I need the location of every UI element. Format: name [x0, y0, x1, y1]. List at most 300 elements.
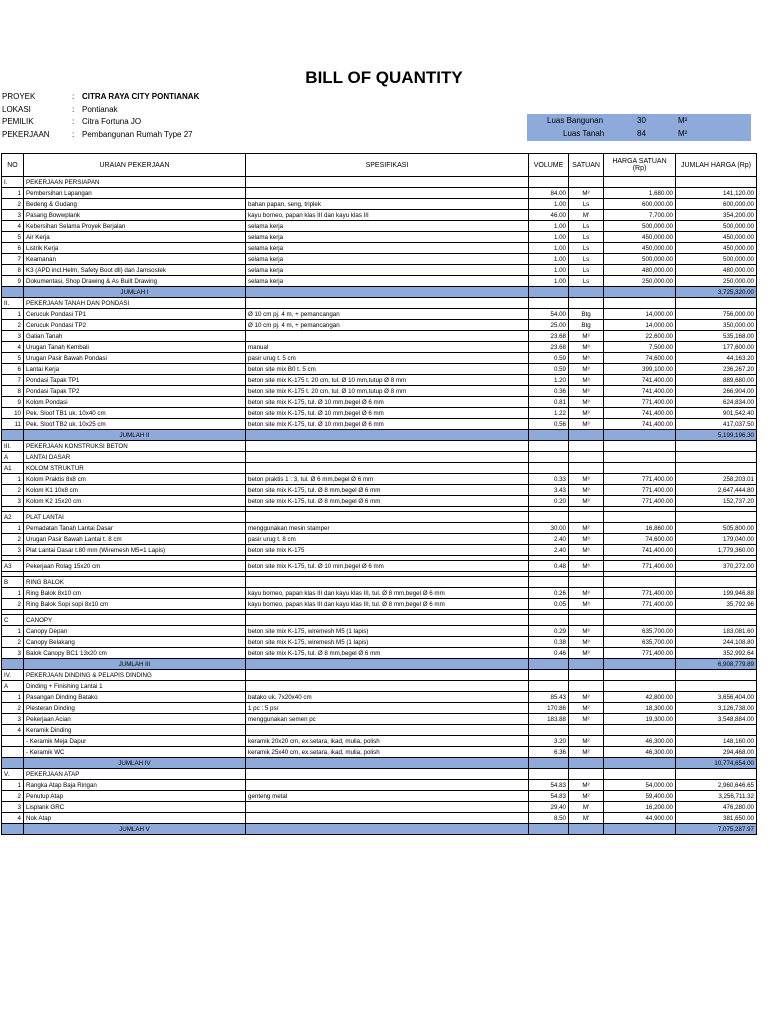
cell-spesifikasi: pasir urug t. 8 cm: [246, 534, 529, 545]
table-row: [2, 353, 757, 364]
cell-uraian: Lantai Kerja: [24, 364, 246, 375]
cell-no: 5: [2, 232, 24, 243]
cell-jumlah-harga: 889,680.00: [676, 375, 757, 386]
cell-volume: [529, 177, 569, 188]
cell-no: C: [2, 615, 24, 626]
cell-harga-satuan: 741,400.00: [604, 419, 676, 430]
cell-satuan: M²: [569, 780, 604, 791]
cell-harga-satuan: [604, 298, 676, 309]
cell-spesifikasi: [246, 769, 529, 780]
cell-spesifikasi: [246, 331, 529, 342]
cell-volume: 85.43: [529, 692, 569, 703]
cell-uraian: Kolom Praktis 8x8 cm: [24, 474, 246, 485]
cell-spesifikasi: beton site mix K-175, tul. Ø 8 mm,begel Ø 6 mm: [246, 496, 529, 507]
col-header-harga-satuan: HARGA SATUAN (Rp): [604, 154, 676, 177]
cell-spesifikasi: [246, 512, 529, 523]
cell-harga-satuan: 54,000.00: [604, 780, 676, 791]
section-row: [2, 577, 757, 588]
cell-satuan: [569, 452, 604, 463]
cell-spesifikasi: beton site mix K-175, tul. Ø 8 mm,begel Ø 6 mm: [246, 485, 529, 496]
cell-spesifikasi: [246, 577, 529, 588]
cell-no: B: [2, 577, 24, 588]
table-row: [2, 534, 757, 545]
cell-jumlah-harga: 236,267.20: [676, 364, 757, 375]
cell-harga-satuan: 500,000.00: [604, 221, 676, 232]
cell-no: 2: [2, 791, 24, 802]
cell-uraian: Pasangan Dinding Batako: [24, 692, 246, 703]
cell-volume: 1.00: [529, 232, 569, 243]
cell-satuan: Ls: [569, 276, 604, 287]
cell-volume: 54.00: [529, 309, 569, 320]
page-title: BILL OF QUANTITY: [305, 68, 463, 87]
cell-satuan: [569, 577, 604, 588]
cell-volume: [529, 659, 569, 670]
cell-uraian: Bedeng & Gudang: [24, 199, 246, 210]
table-row: [2, 599, 757, 610]
cell-uraian: PEKERJAAN PERSIAPAN: [24, 177, 246, 188]
cell-no: [2, 824, 24, 835]
subtotal-value: 3,725,320.00: [676, 287, 757, 298]
cell-jumlah-harga: 258,203.01: [676, 474, 757, 485]
cell-jumlah-harga: 44,163.20: [676, 353, 757, 364]
section-row: [2, 441, 757, 452]
cell-spesifikasi: [246, 802, 529, 813]
cell-jumlah-harga: 500,000.00: [676, 254, 757, 265]
cell-no: [2, 430, 24, 441]
subtotal-row: [2, 287, 757, 298]
cell-volume: 2.40: [529, 534, 569, 545]
cell-volume: 6.36: [529, 747, 569, 758]
cell-uraian: Dinding + Finishing Lantai 1: [24, 681, 246, 692]
cell-jumlah-harga: 370,272.00: [676, 561, 757, 572]
cell-harga-satuan: 771,400.00: [604, 496, 676, 507]
cell-price: [604, 430, 676, 441]
cell-volume: 0.26: [529, 588, 569, 599]
cell-no: III.: [2, 441, 24, 452]
cell-no: 1: [2, 309, 24, 320]
cell-spesifikasi: manual: [246, 342, 529, 353]
info-row-pekerjaan: [2, 130, 193, 139]
cell-volume: 84.00: [529, 188, 569, 199]
cell-no: 1: [2, 588, 24, 599]
cell-no: 3: [2, 802, 24, 813]
cell-no: 2: [2, 485, 24, 496]
cell-jumlah-harga: 294,468.00: [676, 747, 757, 758]
cell-jumlah-harga: 624,834.00: [676, 397, 757, 408]
cell-satuan: M³: [569, 375, 604, 386]
cell-jumlah-harga: [676, 452, 757, 463]
cell-spesifikasi: beton praktis 1 : 3, tul. Ø 6 mm,begel Ø 6 mm: [246, 474, 529, 485]
cell-uraian: Nok Atap: [24, 813, 246, 824]
cell-no: 3: [2, 545, 24, 556]
cell-satuan: M³: [569, 599, 604, 610]
info-label: PEMILIK: [2, 117, 34, 126]
cell-volume: [529, 441, 569, 452]
info-separator: :: [72, 105, 75, 114]
cell-uraian: Pek. Sloof TB2 uk. 10x25 cm: [24, 419, 246, 430]
table-row: [2, 232, 757, 243]
cell-satuan: M²: [569, 791, 604, 802]
subtotal-row: [2, 824, 757, 835]
cell-price: [604, 659, 676, 670]
cell-satuan: M³: [569, 496, 604, 507]
cell-harga-satuan: 480,000.00: [604, 265, 676, 276]
cell-price: [604, 287, 676, 298]
cell-jumlah-harga: 476,280.00: [676, 802, 757, 813]
cell-no: 11: [2, 419, 24, 430]
cell-harga-satuan: 771,400.00: [604, 588, 676, 599]
cell-jumlah-harga: [676, 670, 757, 681]
cell-satuan: M³: [569, 474, 604, 485]
cell-harga-satuan: [604, 577, 676, 588]
luas-tanah-unit: M²: [678, 129, 688, 138]
cell-no: [2, 736, 24, 747]
cell-uraian: Ring Balok Sopi sopi 8x10 cm: [24, 599, 246, 610]
cell-unit: [569, 430, 604, 441]
cell-no: 2: [2, 599, 24, 610]
cell-harga-satuan: 16,860.00: [604, 523, 676, 534]
cell-jumlah-harga: 354,200.00: [676, 210, 757, 221]
info-value: Pembangunan Rumah Type 27: [82, 130, 193, 139]
info-value: CITRA RAYA CITY PONTIANAK: [82, 92, 200, 101]
cell-spesifikasi: Ø 10 cm pj. 4 m, + pemancangan: [246, 309, 529, 320]
cell-volume: 0.59: [529, 353, 569, 364]
luas-bangunan-unit: M²: [678, 116, 688, 125]
cell-volume: [529, 769, 569, 780]
table-row: [2, 265, 757, 276]
cell-satuan: [569, 681, 604, 692]
cell-jumlah-harga: 756,000.00: [676, 309, 757, 320]
info-label: PEKERJAAN: [2, 130, 50, 139]
cell-harga-satuan: 741,400.00: [604, 408, 676, 419]
cell-harga-satuan: 500,000.00: [604, 254, 676, 265]
cell-uraian: Pekerjaan Rolag 15x20 cm: [24, 561, 246, 572]
cell-no: 3: [2, 496, 24, 507]
luas-bangunan-label: Luas Bangunan: [547, 116, 604, 125]
cell-spesifikasi: 1 pc : 5 psr: [246, 703, 529, 714]
cell-satuan: [569, 177, 604, 188]
cell-spesifikasi: selama kerja: [246, 276, 529, 287]
cell-harga-satuan: 46,300.00: [604, 736, 676, 747]
cell-volume: 0.05: [529, 599, 569, 610]
section-row: [2, 298, 757, 309]
table-row: [2, 496, 757, 507]
cell-satuan: [569, 725, 604, 736]
cell-volume: 1.00: [529, 276, 569, 287]
luas-tanah-label: Luas Tanah: [563, 129, 605, 138]
cell-uraian: Pasang Bowwplank: [24, 210, 246, 221]
cell-harga-satuan: 7,500.00: [604, 342, 676, 353]
boq-table: [1, 153, 757, 835]
cell-spesifikasi: selama kerja: [246, 232, 529, 243]
cell-uraian: PLAT LANTAI: [24, 512, 246, 523]
cell-volume: [529, 452, 569, 463]
cell-jumlah-harga: 3,656,404.00: [676, 692, 757, 703]
cell-spesifikasi: kayu borneo, papan klas III dan kayu klas III: [246, 210, 529, 221]
table-row: [2, 199, 757, 210]
col-header-no: NO: [2, 154, 24, 177]
cell-spesifikasi: beton site mix B0 t. 5 cm: [246, 364, 529, 375]
cell-uraian: PEKERJAAN DINDING & PELAPIS DINDING: [24, 670, 246, 681]
cell-no: I.: [2, 177, 24, 188]
cell-uraian: Keramik Dinding: [24, 725, 246, 736]
cell-satuan: M²: [569, 523, 604, 534]
cell-jumlah-harga: 450,000.00: [676, 232, 757, 243]
cell-spesifikasi: keramik 25x40 cm, ex.setara, ikad, mulia, polish: [246, 747, 529, 758]
cell-volume: [529, 577, 569, 588]
cell-satuan: M³: [569, 331, 604, 342]
info-label: PROYEK: [2, 92, 36, 101]
col-header-satuan: SATUAN: [569, 154, 604, 177]
cell-jumlah-harga: 535,168.00: [676, 331, 757, 342]
cell-jumlah-harga: 179,040.00: [676, 534, 757, 545]
cell-spesifikasi: [246, 298, 529, 309]
cell-volume: 3.43: [529, 485, 569, 496]
cell-no: 2: [2, 320, 24, 331]
cell-no: 3: [2, 210, 24, 221]
cell-volume: [529, 681, 569, 692]
cell-volume: [529, 512, 569, 523]
cell-jumlah-harga: 3,548,884.00: [676, 714, 757, 725]
cell-jumlah-harga: 183,081.60: [676, 626, 757, 637]
cell-satuan: [569, 769, 604, 780]
cell-volume: 30.00: [529, 523, 569, 534]
cell-uraian: Plat Lantai Dasar t.80 mm (Wiremesh M5=1 Lapis): [24, 545, 246, 556]
subtotal-row: [2, 659, 757, 670]
cell-uraian: K3 (APD incl.Helm, Safety Boot dll) dan Jamsostek: [24, 265, 246, 276]
cell-spesifikasi: [246, 441, 529, 452]
cell-satuan: M³: [569, 364, 604, 375]
table-row: [2, 375, 757, 386]
cell-satuan: M': [569, 813, 604, 824]
cell-spesifikasi: [246, 670, 529, 681]
cell-uraian: Pekerjaan Acian: [24, 714, 246, 725]
cell-spesifikasi: beton site mix K-175, tul. Ø 10 mm,begel Ø 6 mm: [246, 419, 529, 430]
luas-bangunan-value: 30: [637, 116, 646, 125]
cell-jumlah-harga: 3,256,711.32: [676, 791, 757, 802]
table-row: [2, 419, 757, 430]
subtotal-row: [2, 758, 757, 769]
col-header-spesifikasi: SPESIFIKASI: [246, 154, 529, 177]
info-row-lokasi: [2, 105, 118, 114]
cell-jumlah-harga: 3,126,738.00: [676, 703, 757, 714]
cell-volume: 1.00: [529, 265, 569, 276]
cell-spesifikasi: beton site mix K-175 t. 20 cm, tul. Ø 10 mm,tutup Ø 8 mm: [246, 375, 529, 386]
cell-jumlah-harga: 2,960,646.65: [676, 780, 757, 791]
cell-jumlah-harga: [676, 577, 757, 588]
info-separator: :: [72, 130, 75, 139]
cell-volume: 1.00: [529, 221, 569, 232]
area-box: [527, 114, 751, 141]
cell-uraian: Listrik Kerja: [24, 243, 246, 254]
cell-volume: 29.40: [529, 802, 569, 813]
cell-uraian: Keamanan: [24, 254, 246, 265]
cell-satuan: M²: [569, 188, 604, 199]
table-row: [2, 545, 757, 556]
table-row: [2, 637, 757, 648]
cell-volume: [529, 615, 569, 626]
section-row: [2, 452, 757, 463]
cell-jumlah-harga: [676, 725, 757, 736]
cell-spesifikasi: menggunakan semen pc: [246, 714, 529, 725]
cell-harga-satuan: 771,400.00: [604, 648, 676, 659]
cell-spesifikasi: [246, 177, 529, 188]
cell-spesifikasi: beton site mix K-175, tul. Ø 10 mm,begel Ø 6 mm: [246, 397, 529, 408]
cell-no: A: [2, 452, 24, 463]
table-row: [2, 813, 757, 824]
cell-volume: 1.22: [529, 408, 569, 419]
cell-uraian: Ring Balok 8x10 cm: [24, 588, 246, 599]
subtotal-label: JUMLAH II: [24, 430, 246, 441]
cell-volume: 1.00: [529, 243, 569, 254]
cell-no: 8: [2, 386, 24, 397]
cell-volume: 183.88: [529, 714, 569, 725]
cell-uraian: Pemadatan Tanah Lantai Dasar: [24, 523, 246, 534]
col-header-uraian: URAIAN PEKERJAAN: [24, 154, 246, 177]
cell-spesifikasi: [246, 615, 529, 626]
info-value: Pontianak: [82, 105, 118, 114]
cell-no: 1: [2, 188, 24, 199]
cell-harga-satuan: [604, 615, 676, 626]
table-row: [2, 780, 757, 791]
table-row: [2, 386, 757, 397]
cell-spesifikasi: beton site mix K-175 t. 20 cm, tul. Ø 10 mm,tutup Ø 8 mm: [246, 386, 529, 397]
cell-jumlah-harga: [676, 177, 757, 188]
cell-no: A2: [2, 512, 24, 523]
table-row: [2, 188, 757, 199]
cell-volume: 54.83: [529, 791, 569, 802]
cell-harga-satuan: [604, 681, 676, 692]
cell-no: 2: [2, 703, 24, 714]
cell-harga-satuan: 741,400.00: [604, 375, 676, 386]
cell-jumlah-harga: 1,779,360.00: [676, 545, 757, 556]
table-row: [2, 397, 757, 408]
cell-spesifikasi: selama kerja: [246, 265, 529, 276]
cell-satuan: M³: [569, 386, 604, 397]
cell-volume: 1.00: [529, 254, 569, 265]
section-row: [2, 512, 757, 523]
cell-spesifikasi: pasir urug t. 5 cm: [246, 353, 529, 364]
cell-harga-satuan: [604, 452, 676, 463]
cell-uraian: Pondasi Tapak TP2: [24, 386, 246, 397]
cell-no: 10: [2, 408, 24, 419]
cell-uraian: Kebersihan Selama Proyek Berjalan: [24, 221, 246, 232]
table-row: [2, 474, 757, 485]
cell-satuan: [569, 441, 604, 452]
cell-harga-satuan: 600,000.00: [604, 199, 676, 210]
cell-jumlah-harga: 177,600.00: [676, 342, 757, 353]
cell-spesifikasi: keramik 20x20 cm, ex.setara, ikad, mulia, polish: [246, 736, 529, 747]
cell-harga-satuan: 74,600.00: [604, 353, 676, 364]
table-row: [2, 364, 757, 375]
subtotal-value: 5,199,196.30: [676, 430, 757, 441]
cell-jumlah-harga: 381,650.00: [676, 813, 757, 824]
cell-volume: [529, 758, 569, 769]
cell-volume: 170.86: [529, 703, 569, 714]
cell-volume: 0.46: [529, 648, 569, 659]
cell-satuan: M³: [569, 588, 604, 599]
subtotal-value: 10,774,654.00: [676, 758, 757, 769]
cell-satuan: M²: [569, 736, 604, 747]
table-row: [2, 791, 757, 802]
cell-uraian: KOLOM STRUKTUR: [24, 463, 246, 474]
cell-volume: 0.33: [529, 474, 569, 485]
cell-uraian: Plesteran Dinding: [24, 703, 246, 714]
cell-uraian: PEKERJAAN ATAP: [24, 769, 246, 780]
cell-harga-satuan: 18,300.00: [604, 703, 676, 714]
cell-no: V.: [2, 769, 24, 780]
info-label: LOKASI: [2, 105, 31, 114]
cell-volume: 23.68: [529, 342, 569, 353]
cell-harga-satuan: 46,300.00: [604, 747, 676, 758]
cell-no: 7: [2, 254, 24, 265]
cell-spesifikasi: [246, 780, 529, 791]
cell-satuan: Ls: [569, 254, 604, 265]
cell-harga-satuan: 450,000.00: [604, 243, 676, 254]
cell-uraian: Kolom K2 15x20 cm: [24, 496, 246, 507]
cell-jumlah-harga: [676, 681, 757, 692]
cell-uraian: Dokumentasi, Shop Drawing & As Built Drawing: [24, 276, 246, 287]
cell-uraian: Penutup Atap: [24, 791, 246, 802]
cell-harga-satuan: 635,700.00: [604, 626, 676, 637]
cell-spesifikasi: kayu borneo, papan klas III dan kayu klas III, tul. Ø 8 mm,begel Ø 6 mm: [246, 599, 529, 610]
cell-spesifikasi: beton site mix K-175, wiremesh M5 (1 lapis): [246, 637, 529, 648]
cell-satuan: Btg: [569, 320, 604, 331]
section-row: [2, 681, 757, 692]
cell-uraian: Cerucuk Pondasi TP2: [24, 320, 246, 331]
table-row: [2, 210, 757, 221]
cell-satuan: [569, 615, 604, 626]
cell-price: [604, 758, 676, 769]
luas-tanah-value: 84: [637, 129, 646, 138]
cell-spesifikasi: genteng metal: [246, 791, 529, 802]
cell-no: 6: [2, 364, 24, 375]
cell-unit: [569, 659, 604, 670]
cell-jumlah-harga: [676, 512, 757, 523]
cell-harga-satuan: 14,000.00: [604, 320, 676, 331]
cell-satuan: M³: [569, 648, 604, 659]
cell-volume: [529, 430, 569, 441]
cell-uraian: Cerucuk Pondasi TP1: [24, 309, 246, 320]
cell-no: A1: [2, 463, 24, 474]
cell-jumlah-harga: 480,000.00: [676, 265, 757, 276]
cell-jumlah-harga: 2,647,444.80: [676, 485, 757, 496]
cell-uraian: Rangka Atap Baja Ringan: [24, 780, 246, 791]
cell-harga-satuan: 250,000.00: [604, 276, 676, 287]
cell-volume: 0.20: [529, 496, 569, 507]
cell-spesifikasi: [246, 725, 529, 736]
cell-uraian: Kolom Pondasi: [24, 397, 246, 408]
cell-satuan: Ls: [569, 232, 604, 243]
cell-volume: 25.00: [529, 320, 569, 331]
cell-jumlah-harga: [676, 463, 757, 474]
cell-jumlah-harga: 244,108.80: [676, 637, 757, 648]
table-row: [2, 331, 757, 342]
table-row: [2, 342, 757, 353]
cell-spesifikasi: beton site mix K-175, tul. Ø 10 mm,begel Ø 6 mm: [246, 408, 529, 419]
info-separator: :: [72, 117, 75, 126]
cell-satuan: M³: [569, 637, 604, 648]
cell-harga-satuan: 1,680.00: [604, 188, 676, 199]
col-header-jumlah-harga: JUMLAH HARGA (Rp): [676, 154, 757, 177]
cell-uraian: Urugan Pasir Bawah Lantai t. 8 cm: [24, 534, 246, 545]
cell-harga-satuan: 16,200.00: [604, 802, 676, 813]
cell-no: 6: [2, 243, 24, 254]
cell-jumlah-harga: 35,792.96: [676, 599, 757, 610]
subtotal-row: [2, 430, 757, 441]
table-row: [2, 747, 757, 758]
cell-jumlah-harga: 417,037.50: [676, 419, 757, 430]
